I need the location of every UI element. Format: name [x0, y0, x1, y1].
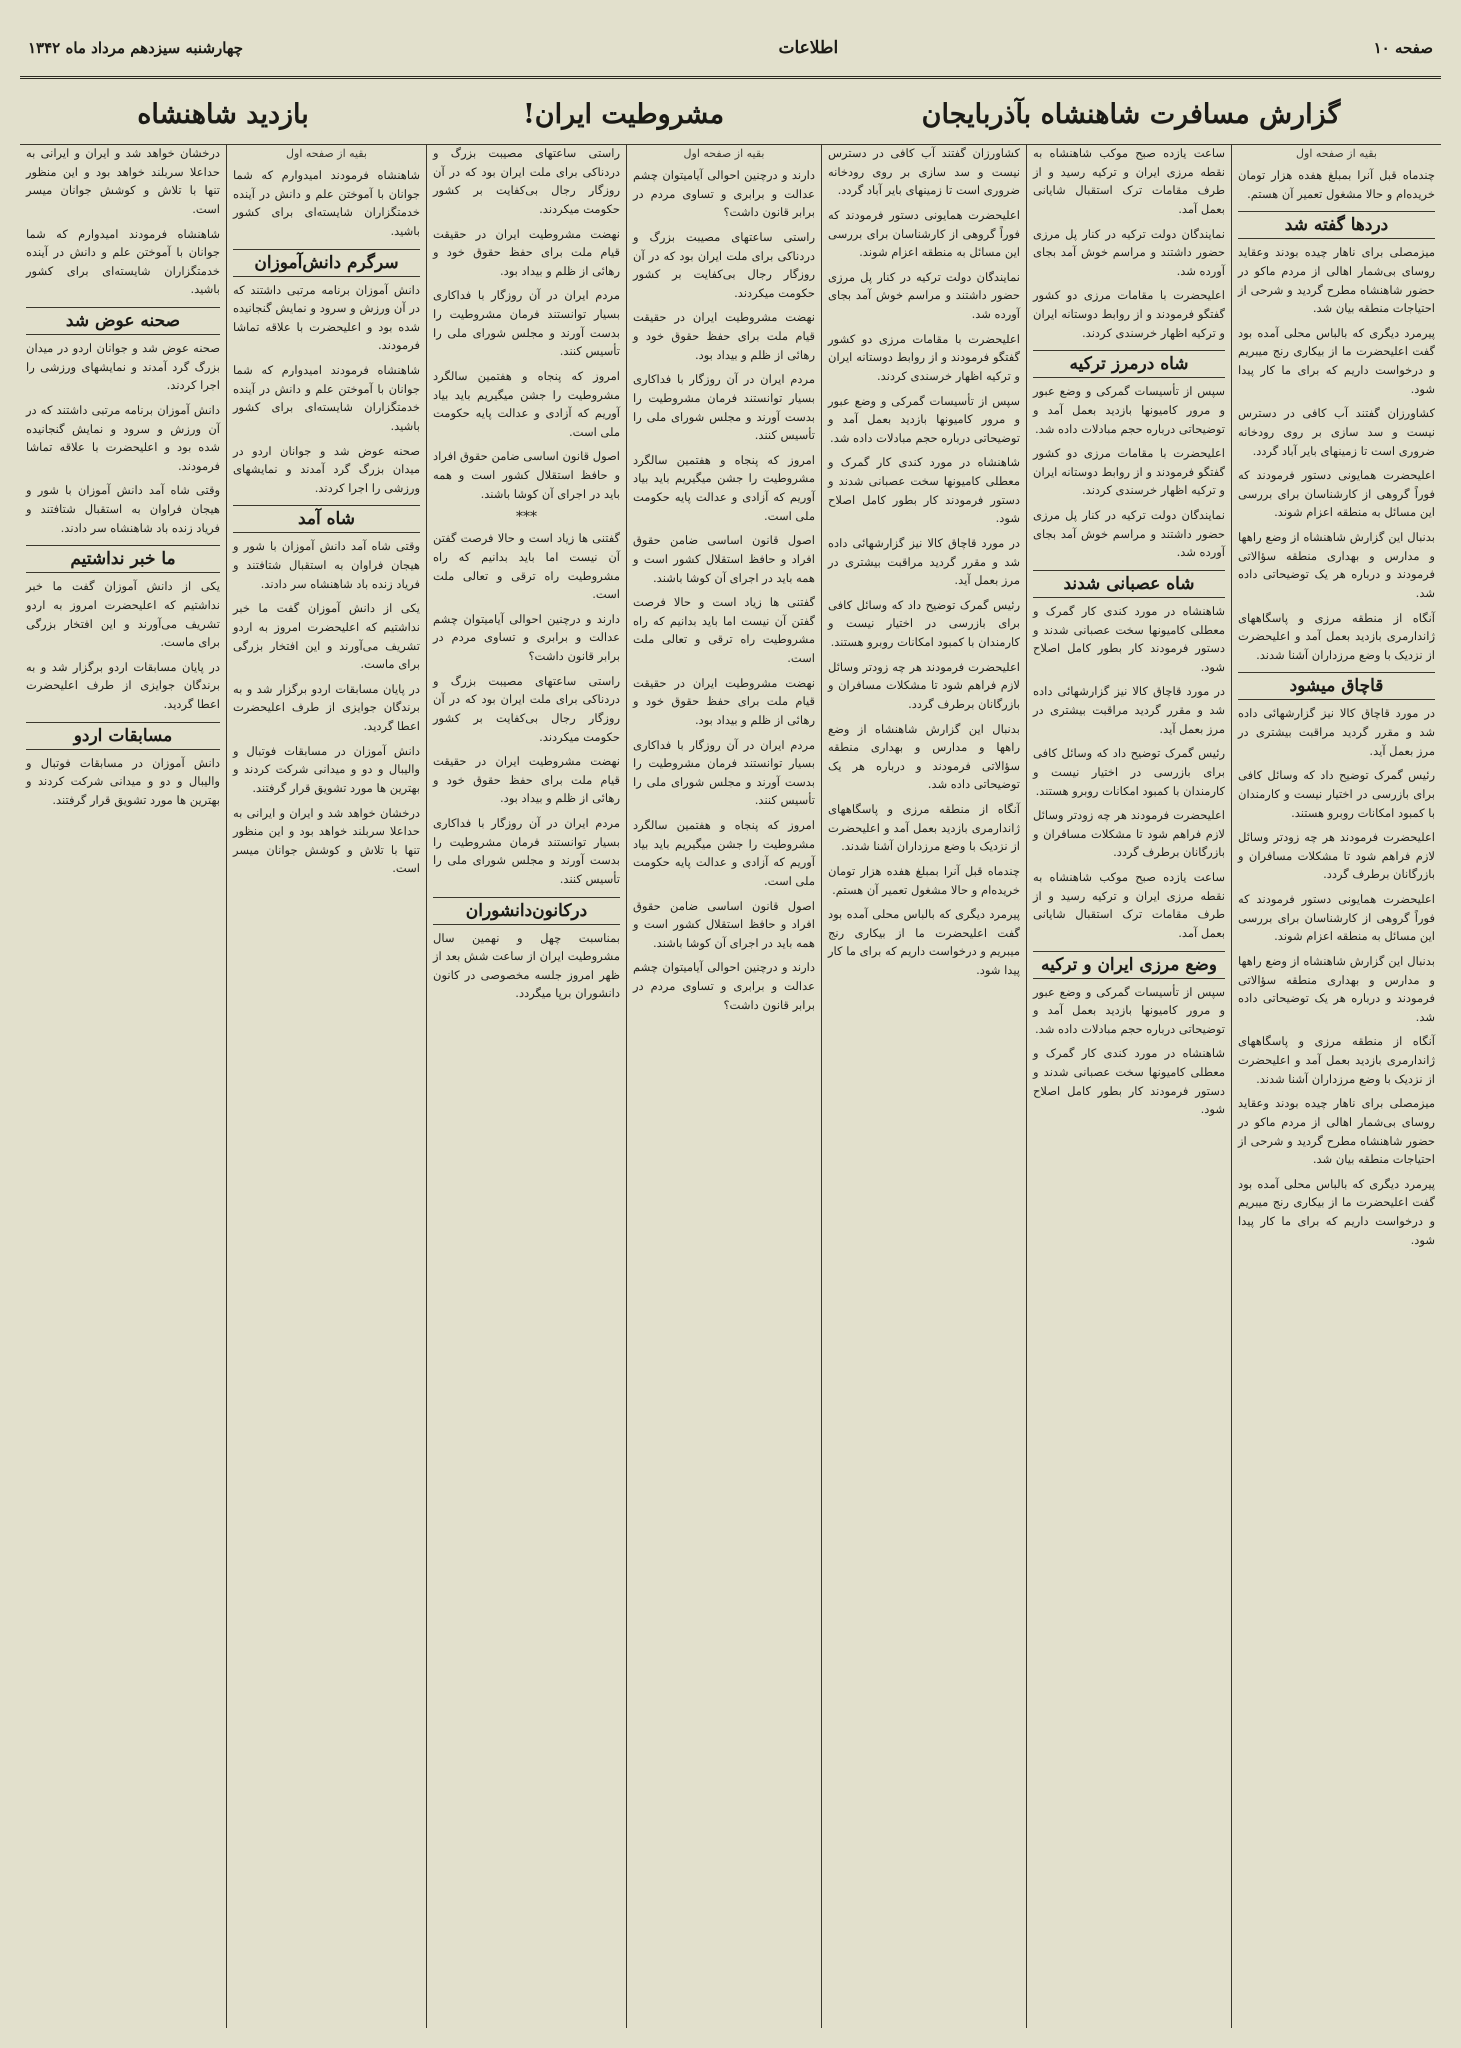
paragraph: درخشان خواهد شد و ایران و ایرانی به حداعلا سربلند خواهد بود و این منظور تنها با تلاش و کوشش جوانان میسر است.	[26, 146, 220, 216]
paragraph: امروز که پنجاه و هفتمین سالگرد مشروطیت را جشن میگیریم باید بیاد آوریم که آزادی و عدالت پایه حکومت ملی است.	[633, 452, 815, 523]
paragraph: نهضت مشروطیت ایران در حقیقت قیام ملت برای حفظ حقوق خود و رهائی از ظلم و بیداد بود.	[433, 226, 620, 278]
subheading-dar-kanoon: درکانون‌دانشوران	[433, 897, 620, 925]
subheading-sargarm: سرگرم دانش‌آموزان	[233, 249, 420, 277]
masthead	[20, 20, 1441, 79]
column-constitution-1	[626, 84, 821, 2028]
paragraph: اعلیحضرت همایونی دستور فرمودند که فوراً گروهی از کارشناسان برای بررسی این مسائل به منطقه اعزام شوند.	[828, 207, 1020, 260]
paragraph: پیرمرد دیگری که بالباس محلی آمده بود گفت اعلیحضرت ما از بیکاری رنج میبریم و درخواست داریم که برای ما کار پیدا شود.	[1238, 325, 1435, 396]
paragraph: اصول قانون اساسی ضامن حقوق افراد و حافظ استقلال کشور است و همه باید در اجرای آن کوشا باشند.	[432, 449, 620, 501]
paragraph: گفتنی ها زیاد است و حالا فرصت گفتن آن نیست اما باید بدانیم که راه مشروطیت راه ترقی و تعالی ملت است.	[433, 531, 620, 602]
page-number: صفحه ۱۰	[1373, 39, 1433, 57]
paragraph: امروز که پنجاه و هفتمین سالگرد مشروطیت را جشن میگیریم باید بیاد آوریم که آزادی و عدالت پایه حکومت ملی است.	[633, 818, 815, 888]
paragraph: رئیس گمرک توضیح داد که وسائل کافی برای بازرسی در اختیار نیست و کارمندان با کمبود امکانات روبرو هستند.	[1238, 768, 1435, 820]
paragraph: راستی ساعتهای مصیبت بزرگ و دردناکی برای ملت ایران بود که در آن روزگار رجال بی‌کفایت بر کشور حکومت میکردند.	[433, 146, 620, 216]
paragraph: در پایان مسابقات اردو برگزار شد و به برندگان جوایزی از طرف اعلیحضرت اعطا گردید.	[233, 681, 420, 733]
paragraph: شاهنشاه در مورد کندی کار گمرک و معطلی کامیونها سخت عصبانی شدند و دستور فرمودند کار بطور کامل اصلاح شود.	[828, 455, 1020, 526]
paragraph: آنگاه از منطقه مرزی و پاسگاههای ژاندارمری بازدید بعمل آمد و اعلیحضرت از نزدیک با وضع مرزداران آشنا شدند.	[828, 802, 1020, 854]
paragraph: اعلیحضرت فرمودند هر چه زودتر وسائل لازم فراهم شود تا مشکلات مسافران و بازرگانان برطرف گردد.	[1033, 808, 1225, 860]
paragraph: پیرمرد دیگری که بالباس محلی آمده بود گفت اعلیحضرت ما از بیکاری رنج میبریم و درخواست داریم که برای ما کار پیدا شود.	[828, 907, 1020, 977]
newspaper-name: اطلاعات	[778, 38, 839, 58]
paragraph: پیرمرد دیگری که بالباس محلی آمده بود گفت اعلیحضرت ما از بیکاری رنج میبریم و درخواست داریم که برای ما کار پیدا شود.	[1238, 1176, 1435, 1247]
paragraph: ساعت یازده صبح موکب شاهنشاه به نقطه مرزی ایران و ترکیه رسید و از طرف مقامات ترک استقبال شایانی بعمل آمد.	[1033, 146, 1225, 216]
paragraph: نمایندگان دولت ترکیه در کنار پل مرزی حضور داشتند و مراسم خوش آمد بجای آورده شد.	[1033, 226, 1225, 278]
columns-area	[20, 84, 1441, 2028]
continued-note: بقیه از صفحه اول	[1296, 147, 1377, 160]
paragraph: بدنبال این گزارش شاهنشاه از وضع راهها و مدارس و بهداری منطقه سؤالاتی فرمودند و درباره هر یک توضیحاتی داده شد.	[828, 721, 1020, 792]
paragraph: راستی ساعتهای مصیبت بزرگ و دردناکی برای ملت ایران بود که در آن روزگار رجال بی‌کفایت بر کشور حکومت میکردند.	[433, 673, 620, 744]
column-azerbaijan-3	[821, 84, 1026, 2028]
paragraph: اعلیحضرت همایونی دستور فرمودند که فوراً گروهی از کارشناسان برای بررسی این مسائل به منطقه اعزام شوند.	[1238, 892, 1435, 944]
subheading-shah-amad: شاه آمد	[233, 505, 420, 533]
paragraph: سپس از تأسیسات گمرکی و وضع عبور و مرور کامیونها بازدید بعمل آمد و توضیحاتی درباره حجم مبادلات داده شد.	[828, 393, 1020, 445]
headline-azerbaijan: گزارش مسافرت شاهنشاه بآذربایجان	[821, 84, 1441, 145]
paragraph: بدنبال این گزارش شاهنشاه از وضع راهها و مدارس و بهداری منطقه سؤالاتی فرمودند و درباره هر یک توضیحاتی داده شد.	[1238, 530, 1435, 600]
paragraph: اعلیحضرت فرمودند هر چه زودتر وسائل لازم فراهم شود تا مشکلات مسافران و بازرگانان برطرف گردد.	[1238, 830, 1435, 882]
paragraph: در مورد قاچاق کالا نیز گزارشهائی داده شد و مقرر گردید مراقبت بیشتری در مرز بعمل آید.	[828, 535, 1020, 588]
paragraph: دانش آموزان در مسابقات فوتبال و والیبال و دو و میدانی شرکت کردند و بهترین ها مورد تشویق قرار گرفتند.	[26, 755, 220, 807]
subheading-sahne-avaz: صحنه عوض شد	[26, 307, 220, 335]
paragraph: مردم ایران در آن روزگار با فداکاری بسیار توانستند فرمان مشروطیت را بدست آورند و مجلس شورای ملی را تأسیس کنند.	[633, 737, 815, 808]
paragraph: شاهنشاه در مورد کندی کار گمرک و معطلی کامیونها سخت عصبانی شدند و دستور فرمودند کار بطور کامل اصلاح شود.	[1033, 603, 1225, 674]
paragraph: آنگاه از منطقه مرزی و پاسگاههای ژاندارمری بازدید بعمل آمد و اعلیحضرت از نزدیک با وضع مرزداران آشنا شدند.	[1238, 610, 1435, 662]
column-royal-visit-2	[20, 84, 226, 2028]
paragraph: در مورد قاچاق کالا نیز گزارشهائی داده شد و مقرر گردید مراقبت بیشتری در مرز بعمل آید.	[1033, 684, 1225, 736]
paragraph: دانش آموزان برنامه مرتبی داشتند که در آن ورزش و سرود و نمایش گنجانیده شده بود و اعلیحضرت با علاقه تماشا فرمودند.	[26, 402, 220, 473]
subheading-shah-asabani: شاه عصبانی شدند	[1033, 570, 1225, 598]
paragraph: در مورد قاچاق کالا نیز گزارشهائی داده شد و مقرر گردید مراقبت بیشتری در مرز بعمل آید.	[1238, 706, 1435, 758]
paragraph: میزمصلی برای ناهار چیده بودند وعقاید روسای بی‌شمار اهالی از مردم ماکو در حضور شاهنشاه مطرح گردید و شرحی از احتیاجات منطقه بیان شد.	[1238, 245, 1435, 316]
paragraph: نمایندگان دولت ترکیه در کنار پل مرزی حضور داشتند و مراسم خوش آمد بجای آورده شد.	[1033, 508, 1225, 560]
paragraph: شاهنشاه در مورد کندی کار گمرک و معطلی کامیونها سخت عصبانی شدند و دستور فرمودند کار بطور کامل اصلاح شود.	[1033, 1046, 1225, 1117]
paragraph: ساعت یازده صبح موکب شاهنشاه به نقطه مرزی ایران و ترکیه رسید و از طرف مقامات ترک استقبال شایانی بعمل آمد.	[1033, 870, 1225, 940]
paragraph: بمناسبت چهل و نهمین سال مشروطیت ایران از ساعت شش بعد از ظهر امروز جلسه مخصوصی در کانون دانشوران برپا میگردد.	[433, 930, 620, 1001]
paragraph: نهضت مشروطیت ایران در حقیقت قیام ملت برای حفظ حقوق خود و رهائی از ظلم و بیداد بود.	[633, 310, 815, 362]
subheading-shah-dar-marz: شاه درمرز ترکیه	[1033, 350, 1225, 378]
paragraph: بدنبال این گزارش شاهنشاه از وضع راهها و مدارس و بهداری منطقه سؤالاتی فرمودند و درباره هر یک توضیحاتی داده شد.	[1238, 953, 1435, 1024]
paragraph: مردم ایران در آن روزگار با فداکاری بسیار توانستند فرمان مشروطیت را بدست آورند و مجلس شورای ملی را تأسیس کنند.	[633, 372, 815, 443]
paragraph: صحنه عوض شد و جوانان اردو در میدان بزرگ گرد آمدند و نمایشهای ورزشی را اجرا کردند.	[233, 443, 420, 495]
subheading-khabar-nadashtim: ما خبر نداشتیم	[26, 545, 220, 573]
paragraph: سپس از تأسیسات گمرکی و وضع عبور و مرور کامیونها بازدید بعمل آمد و توضیحاتی درباره حجم مبادلات داده شد.	[1033, 384, 1225, 436]
paragraph: اصول قانون اساسی ضامن حقوق افراد و حافظ استقلال کشور است و همه باید در اجرای آن کوشا باشند.	[633, 898, 815, 950]
continued-note: بقیه از صفحه اول	[286, 147, 367, 160]
paragraph: شاهنشاه فرمودند امیدوارم که شما جوانان با آموختن علم و دانش در آینده خدمتگزاران شایسته‌ای برای کشور باشید.	[26, 226, 220, 297]
paragraph: وقتی شاه آمد دانش آموزان با شور و هیجان فراوان به استقبال شتافتند و فریاد زنده باد شاهنشاه سر دادند.	[233, 539, 420, 591]
paragraph: صحنه عوض شد و جوانان اردو در میدان بزرگ گرد آمدند و نمایشهای ورزشی را اجرا کردند.	[26, 341, 220, 393]
paragraph: در پایان مسابقات اردو برگزار شد و به برندگان جوایزی از طرف اعلیحضرت اعطا گردید.	[26, 659, 220, 711]
paragraph: دارند و درچنین احوالی آیامیتوان چشم عدالت و برابری و تساوی مردم در برابر قانون داشت؟	[433, 611, 620, 663]
paragraph: شاهنشاه فرمودند امیدوارم که شما جوانان با آموختن علم و دانش در آینده خدمتگزاران شایسته‌ای برای کشور باشید.	[233, 168, 420, 238]
paragraph: دانش آموزان برنامه مرتبی داشتند که در آن ورزش و سرود و نمایش گنجانیده شده بود و اعلیحضرت با علاقه تماشا فرمودند.	[233, 282, 420, 353]
paragraph: چندماه قبل آنرا بمبلغ هفده هزار تومان خریده‌ام و حالا مشغول تعمیر آن هستم.	[828, 863, 1020, 897]
paragraph: امروز که پنجاه و هفتمین سالگرد مشروطیت را جشن میگیریم باید بیاد آوریم که آزادی و عدالت پایه حکومت ملی است.	[433, 368, 620, 439]
paragraph: درخشان خواهد شد و ایران و ایرانی به حداعلا سربلند خواهد بود و این منظور تنها با تلاش و کوشش جوانان میسر است.	[233, 805, 420, 876]
column-azerbaijan-1	[1231, 84, 1441, 2028]
paragraph: اعلیحضرت با مقامات مرزی دو کشور گفتگو فرمودند و از روابط دوستانه ایران و ترکیه اظهار خرسندی کردند.	[1033, 446, 1225, 498]
paragraph: اعلیحضرت همایونی دستور فرمودند که فوراً گروهی از کارشناسان برای بررسی این مسائل به منطقه اعزام شوند.	[1238, 468, 1435, 520]
subheading-ghachagh: قاچاق میشود	[1238, 672, 1435, 700]
paragraph: راستی ساعتهای مصیبت بزرگ و دردناکی برای ملت ایران بود که در آن روزگار رجال بی‌کفایت بر کشور حکومت میکردند.	[633, 229, 815, 300]
paragraph: اعلیحضرت با مقامات مرزی دو کشور گفتگو فرمودند و از روابط دوستانه ایران و ترکیه اظهار خرسندی کردند.	[828, 331, 1020, 383]
paragraph: یکی از دانش آموزان گفت ما خبر نداشتیم که اعلیحضرت امروز به اردو تشریف می‌آورند و این افتخار بزرگی برای ماست.	[233, 601, 420, 672]
paragraph: آنگاه از منطقه مرزی و پاسگاههای ژاندارمری بازدید بعمل آمد و اعلیحضرت از نزدیک با وضع مرزداران آشنا شدند.	[1238, 1034, 1435, 1086]
paragraph: چندماه قبل آنرا بمبلغ هفده هزار تومان خریده‌ام و حالا مشغول تعمیر آن هستم.	[1238, 168, 1435, 201]
paragraph: اعلیحضرت فرمودند هر چه زودتر وسائل لازم فراهم شود تا مشکلات مسافران و بازرگانان برطرف گردد.	[828, 659, 1020, 711]
paragraph: گفتنی ها زیاد است و حالا فرصت گفتن آن نیست اما باید بدانیم که راه مشروطیت راه ترقی و تعالی ملت است.	[633, 595, 815, 665]
paragraph: شاهنشاه فرمودند امیدوارم که شما جوانان با آموختن علم و دانش در آینده خدمتگزاران شایسته‌ای برای کشور باشید.	[233, 363, 420, 433]
subheading-vaz-marzi: وضع مرزی ایران و ترکیه	[1033, 951, 1225, 979]
paragraph: کشاورزان گفتند آب کافی در دسترس نیست و سد سازی بر روی رودخانه ضروری است تا زمینهای بایر آباد گردد.	[828, 146, 1020, 198]
paragraph: وقتی شاه آمد دانش آموزان با شور و هیجان فراوان به استقبال شتافتند و فریاد زنده باد شاهنشاه سر دادند.	[26, 483, 220, 535]
newspaper-page	[20, 20, 1441, 2028]
paragraph: نهضت مشروطیت ایران در حقیقت قیام ملت برای حفظ حقوق خود و رهائی از ظلم و بیداد بود.	[633, 675, 815, 727]
issue-date: چهارشنبه سیزدهم مرداد ماه ۱۳۴۲	[28, 39, 244, 57]
paragraph: دارند و درچنین احوالی آیامیتوان چشم عدالت و برابری و تساوی مردم در برابر قانون داشت؟	[633, 168, 815, 220]
continued-note: بقیه از صفحه اول	[683, 147, 765, 160]
paragraph: مردم ایران در آن روزگار با فداکاری بسیار توانستند فرمان مشروطیت را بدست آورند و مجلس شورای ملی را تأسیس کنند.	[433, 816, 620, 886]
paragraph: اعلیحضرت با مقامات مرزی دو کشور گفتگو فرمودند و از روابط دوستانه ایران و ترکیه اظهار خرسندی کردند.	[1033, 288, 1225, 340]
paragraph: یکی از دانش آموزان گفت ما خبر نداشتیم که اعلیحضرت امروز به اردو تشریف می‌آورند و این افتخار بزرگی برای ماست.	[26, 579, 220, 650]
paragraph: اصول قانون اساسی ضامن حقوق افراد و حافظ استقلال کشور است و همه باید در اجرای آن کوشا باشند.	[633, 533, 815, 585]
paragraph: مردم ایران در آن روزگار با فداکاری بسیار توانستند فرمان مشروطیت را بدست آورند و مجلس شورای ملی را تأسیس کنند.	[433, 288, 620, 359]
subheading-dardha: دردها گفته شد	[1238, 211, 1435, 239]
paragraph: کشاورزان گفتند آب کافی در دسترس نیست و سد سازی بر روی رودخانه ضروری است تا زمینهای بایر آباد گردد.	[1238, 406, 1435, 458]
paragraph: رئیس گمرک توضیح داد که وسائل کافی برای بازرسی در اختیار نیست و کارمندان با کمبود امکانات روبرو هستند.	[828, 597, 1020, 649]
column-royal-visit-1	[226, 84, 426, 2028]
column-constitution-2	[426, 84, 626, 2028]
paragraph: سپس از تأسیسات گمرکی و وضع عبور و مرور کامیونها بازدید بعمل آمد و توضیحاتی درباره حجم مبادلات داده شد.	[1033, 984, 1225, 1036]
paragraph: نمایندگان دولت ترکیه در کنار پل مرزی حضور داشتند و مراسم خوش آمد بجای آورده شد.	[828, 269, 1020, 321]
headline-constitution: مشروطیت ایران!	[426, 84, 821, 145]
paragraph: دانش آموزان در مسابقات فوتبال و والیبال و دو و میدانی شرکت کردند و بهترین ها مورد تشویق قرار گرفتند.	[233, 743, 420, 795]
column-azerbaijan-2	[1026, 84, 1231, 2028]
paragraph: رئیس گمرک توضیح داد که وسائل کافی برای بازرسی در اختیار نیست و کارمندان با کمبود امکانات روبرو هستند.	[1033, 746, 1225, 798]
paragraph: نهضت مشروطیت ایران در حقیقت قیام ملت برای حفظ حقوق خود و رهائی از ظلم و بیداد بود.	[433, 754, 620, 806]
section-separator: ***	[516, 509, 537, 526]
paragraph: میزمصلی برای ناهار چیده بودند وعقاید روسای بی‌شمار اهالی از مردم ماکو در حضور شاهنشاه مطرح گردید و شرحی از احتیاجات منطقه بیان شد.	[1238, 1096, 1435, 1167]
subheading-mosabeghat: مسابقات اردو	[26, 722, 220, 750]
paragraph: دارند و درچنین احوالی آیامیتوان چشم عدالت و برابری و تساوی مردم در برابر قانون داشت؟	[633, 960, 815, 1012]
headline-royal-visit: بازدید شاهنشاه	[20, 84, 426, 145]
